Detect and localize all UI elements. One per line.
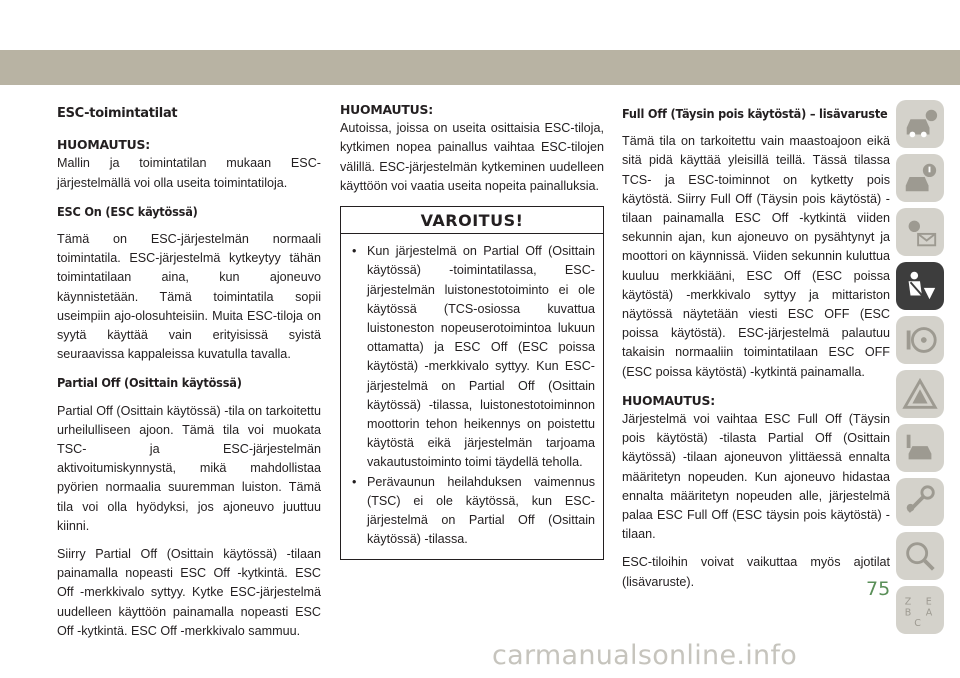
- note-text: Järjestelmä voi vaihtaa ESC Full Off (Täysin pois käytöstä) -tilasta Partial Off (Osittain käytössä) -tilaan ajoneuvon ylittäessä ennalta määritetyn nopeuden. Kun ajoneuvo hidastaa ennalta määritetyn nopeuden alle, järjestelmä palaa ESC Full Off (ESC täysin pois käytöstä) -tilaan.: [622, 412, 890, 542]
- service-wrench-icon: [901, 483, 939, 521]
- note-heading: HUOMAUTUS:: [57, 137, 150, 153]
- svg-text:E: E: [925, 596, 932, 608]
- column-left: [57, 104, 321, 650]
- partial-off-text-2: Siirry Partial Off (Osittain käytössä) -tilaan painamalla nopeasti ESC Off -kytkintä. ESC Off -merkkivalo syttyy. Kytke ESC-järjestelmä uudelleen käyttöön painamalla nopeasti ESC Off -kytkintä. ESC Off -merkkivalo sammuu.: [57, 547, 321, 638]
- esc-on-text: Tämä on ESC-järjestelmän normaali toimintatila. ESC-järjestelmä kytkeytyy tähän toimintatilaan aina, kun ajoneuvo käynnistetään. Tämä toimintatila sopii useimpiin ajo-olosuhteisiin. Muita ESC-tiloja on syytä käyttää vain erityisissä syistä seuraavissa kappaleissa kuvatulla tavalla.: [57, 232, 321, 362]
- watermark: carmanualsonline.info: [492, 640, 798, 671]
- car-warning-lights-icon: [901, 159, 939, 197]
- warning-item: • Kun järjestelmä on Partial Off (Osittain käytössä) -toimintatilassa, ESC-järjestelmän luistonestotoiminto ei ole käytössä (TCS-osiossa kuvattua luistoneston nopeuserotoimintoa lukuun ottamatta) ja ESC Off (ESC poissa käytöstä) -merkkivalo syttyy. Kun ESC-järjestelmä on Partial Off (Osittain käytössä) -tilassa, luistonestotoiminnon moottorin tehon heikennys on poistettu käytöstä eikä järjestelmän tarjoama vakautustoiminto toimi täydellä teholla.: [367, 242, 595, 472]
- seatbelt-safety-icon: [901, 267, 939, 305]
- section-title: ESC-toimintatilat: [57, 106, 178, 121]
- esc-on-heading: ESC On (ESC käytössä): [57, 203, 198, 219]
- header-band: [0, 50, 960, 85]
- warning-triangle-icon: [901, 375, 939, 413]
- steering-wheel-icon: [901, 321, 939, 359]
- car-tools-icon: [901, 429, 939, 467]
- warning-item: • Perävaunun heilahduksen vaimennus (TSC) ei ole käytössä, kun ESC-järjestelmä on Partial Off (Osittain käytössä) -tilassa.: [367, 473, 595, 550]
- tab-servicing[interactable]: [896, 424, 944, 472]
- full-off-heading: Full Off (Täysin pois käytöstä) – lisävaruste: [622, 106, 888, 121]
- warning-box: [340, 206, 604, 560]
- note-heading: HUOMAUTUS:: [622, 392, 715, 408]
- tab-warning-lights[interactable]: [896, 154, 944, 202]
- tab-index[interactable]: [896, 586, 944, 634]
- tab-lighting[interactable]: [896, 208, 944, 256]
- chapter-tabs: [896, 100, 946, 640]
- tab-customer-assistance[interactable]: [896, 532, 944, 580]
- full-off-text: Tämä tila on tarkoitettu vain maastoajoon eikä sitä pidä käyttää yleisillä teillä. Tässä tilassa TCS- ja ESC-toiminnot on kytketty pois käytöstä. Siirry Full Off (Täysin pois käytöstä) -tilaan painamalla ESC Off -kytkintä viiden sekunnin ajan, kun ajoneuvo on pysähtynyt ja moottori on käynnissä. Viiden sekunnin kuluttua kuuluu merkkiääni, ESC Off (ESC poissa käytöstä) -merkkivalo syttyy ja mittariston näytössä näytetään viesti ESC OFF (ESC poissa käytöstä). ESC-järjestelmä palautuu takaisin normaaliin toimintatilaan ESC OFF (ESC poissa käytöstä) -kytkintä painamalla.: [622, 134, 890, 379]
- warning-title: VAROITUS!: [341, 207, 603, 234]
- column-right: [622, 104, 890, 601]
- partial-off-text-1: Partial Off (Osittain käytössä) -tila on tarkoitettu urheilulliseen ajoon. Tämä tila voi muokata TSC- ja ESC-järjestelmän aktivoitumiskynnystä, mikä mahdollistaa pyörien normaalia suuremman luiston. Tämä tila voi olla hyödyksi, jos ajoneuvo juuttuu kiinni.: [57, 403, 321, 533]
- partial-off-heading: Partial Off (Osittain käytössä): [57, 375, 242, 391]
- lighting-mail-icon: [901, 213, 939, 251]
- tab-specifications[interactable]: [896, 478, 944, 526]
- column-middle: [340, 100, 604, 560]
- note-heading: HUOMAUTUS:: [340, 102, 433, 117]
- note-text: Mallin ja toimintatilan mukaan ESC-järjestelmällä voi olla useita toimintatiloja.: [57, 156, 321, 190]
- tab-starting-driving[interactable]: [896, 316, 944, 364]
- tab-car-info[interactable]: [896, 100, 944, 148]
- search-icon: [901, 537, 939, 575]
- svg-text:A: A: [925, 607, 933, 619]
- svg-text:C: C: [914, 618, 921, 629]
- header-bar: [0, 0, 960, 88]
- tab-safety[interactable]: [896, 262, 944, 310]
- tab-emergency[interactable]: [896, 370, 944, 418]
- svg-text:Z: Z: [904, 596, 912, 608]
- index-letters-icon: [901, 591, 939, 629]
- modes-text: ESC-tiloihin voivat vaikuttaa myös ajotilat (lisävaruste).: [622, 555, 890, 589]
- note-text: Autoissa, joissa on useita osittaisia ESC-tiloja, kytkimen nopea painallus vaihtaa ESC-tilojen välillä. ESC-järjestelmän kytkeminen uudelleen käyttöön voi vaatia useita nopeita painalluksia.: [340, 121, 604, 193]
- svg-text:B: B: [904, 607, 912, 619]
- page-number: 75: [866, 578, 891, 600]
- car-info-icon: [901, 105, 939, 143]
